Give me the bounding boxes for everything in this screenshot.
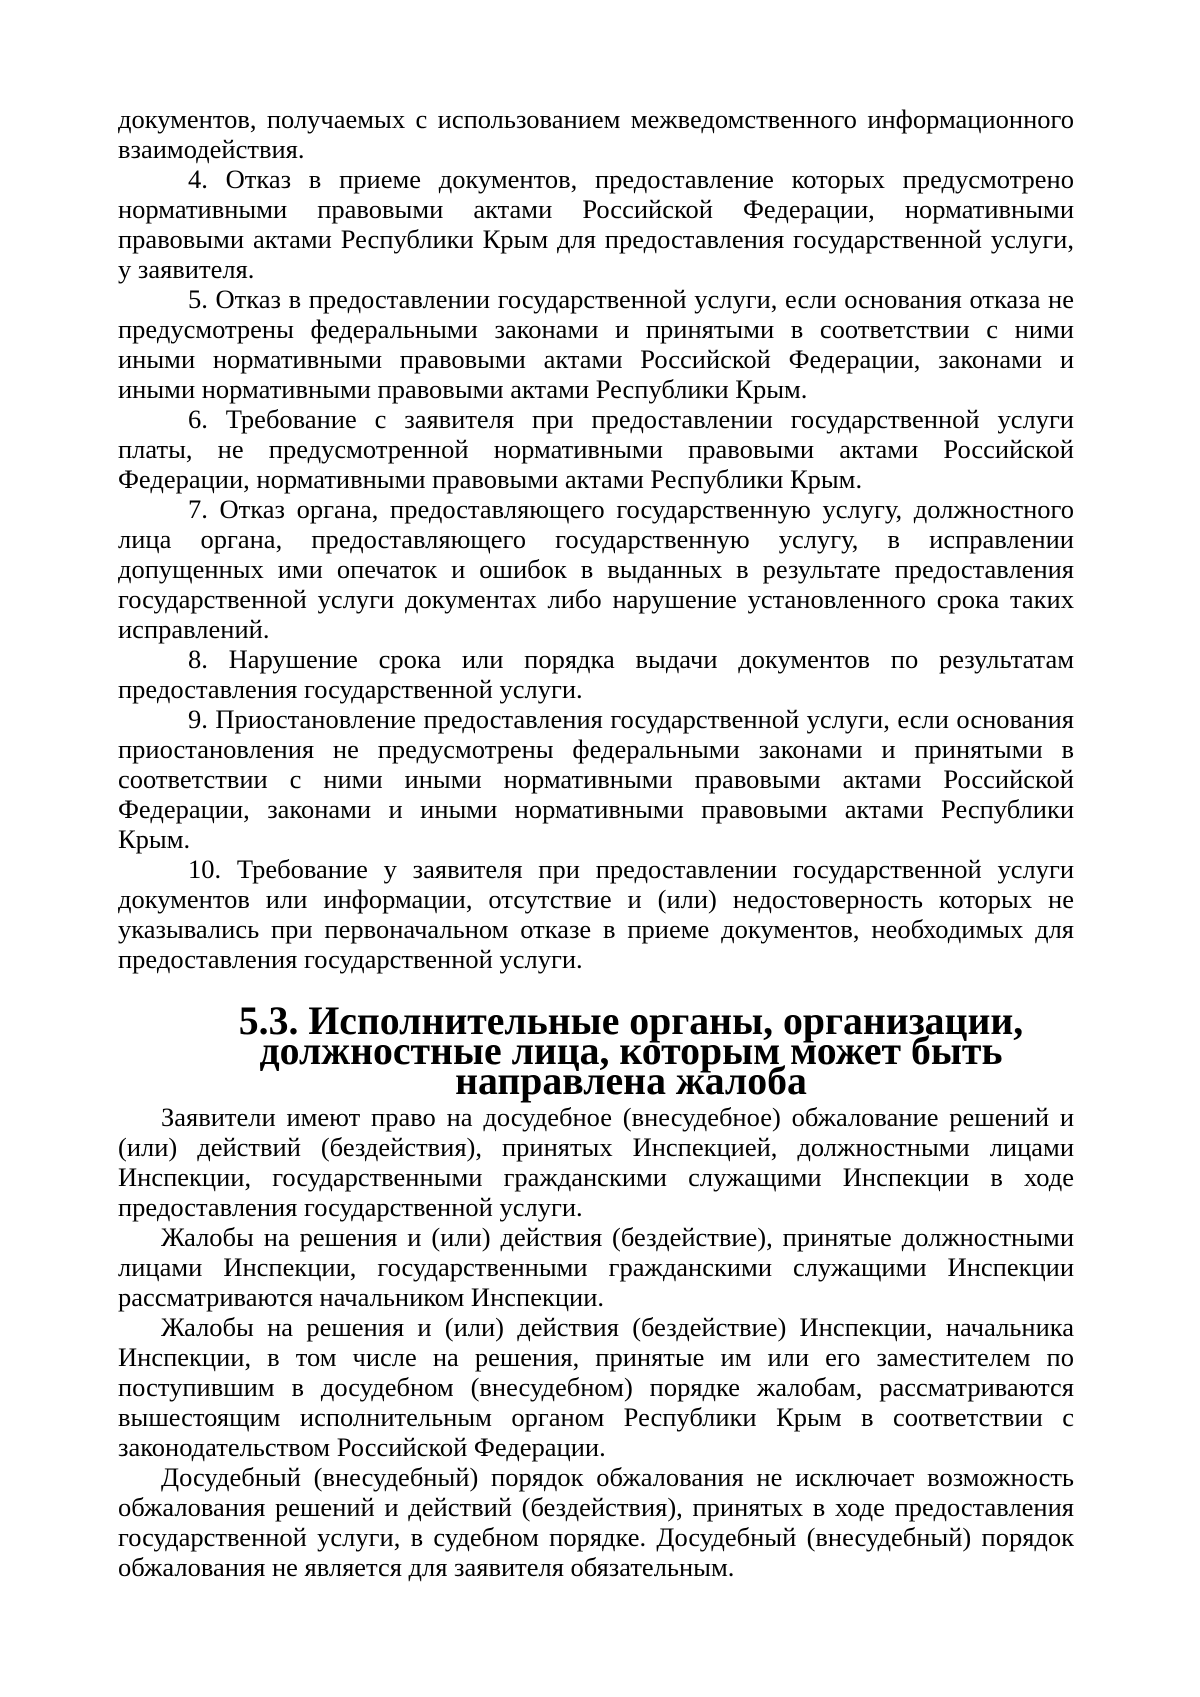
continuation-paragraph: документов, получаемых с использованием межведомственного информационного взаимодействия. (118, 104, 1074, 164)
list-item-9: 9. Приостановление предоставления государственной услуги, если основания приостановления не предусмотрены федеральными законами и принятыми в соответствии с ними иными нормативными правовыми актами Российской Федерации, законами и иными нормативными правовыми актами Республики Крым. (118, 704, 1074, 854)
section-paragraph-3: Жалобы на решения и (или) действия (бездействие) Инспекции, начальника Инспекции, в том числе на решения, принятые им или его заместителем по поступившим в досудебном (внесудебном) порядке жалобам, рассматриваются вышестоящим исполнительным органом Республики Крым в соответствии с законодательством Российской Федерации. (118, 1312, 1074, 1462)
section-paragraph-1: Заявители имеют право на досудебное (внесудебное) обжалование решений и (или) действий (бездействия), принятых Инспекцией, должностными лицами Инспекции, государственными гражданскими служащими Инспекции в ходе предоставления государственной услуги. (118, 1102, 1074, 1222)
list-item-7: 7. Отказ органа, предоставляющего государственную услугу, должностного лица органа, предоставляющего государственную услугу, в исправлении допущенных ими опечаток и ошибок в выданных в результате предоставления государственной услуги документах либо нарушение установленного срока таких исправлений. (118, 494, 1074, 644)
list-item-8: 8. Нарушение срока или порядка выдачи документов по результатам предоставления государственной услуги. (118, 644, 1074, 704)
list-item-4: 4. Отказ в приеме документов, предоставление которых предусмотрено нормативными правовыми актами Российской Федерации, нормативными правовыми актами Республики Крым для предоставления государственной услуги, у заявителя. (118, 164, 1074, 284)
section-paragraph-2: Жалобы на решения и (или) действия (бездействие), принятые должностными лицами Инспекции, государственными гражданскими служащими Инспекции рассматриваются начальником Инспекции. (118, 1222, 1074, 1312)
section-paragraph-4: Досудебный (внесудебный) порядок обжалования не исключает возможность обжалования решений и действий (бездействия), принятых в ходе предоставления государственной услуги, в судебном порядке. Досудебный (внесудебный) порядок обжалования не является для заявителя обязательным. (118, 1462, 1074, 1582)
document-page (118, 104, 1074, 1582)
section-heading: 5.3. Исполнительные органы, организации, должностные лица, которым может быть направлена жалоба (238, 999, 1024, 1103)
list-item-10: 10. Требование у заявителя при предоставлении государственной услуги документов или информации, отсутствие и (или) недостоверность которых не указывались при первоначальном отказе в приеме документов, необходимых для предоставления государственной услуги. (118, 854, 1074, 974)
list-item-5: 5. Отказ в предоставлении государственной услуги, если основания отказа не предусмотрены федеральными законами и принятыми в соответствии с ними иными нормативными правовыми актами Российской Федерации, законами и иными нормативными правовыми актами Республики Крым. (118, 284, 1074, 404)
list-item-6: 6. Требование с заявителя при предоставлении государственной услуги платы, не предусмотренной нормативными правовыми актами Российской Федерации, нормативными правовыми актами Республики Крым. (118, 404, 1074, 494)
